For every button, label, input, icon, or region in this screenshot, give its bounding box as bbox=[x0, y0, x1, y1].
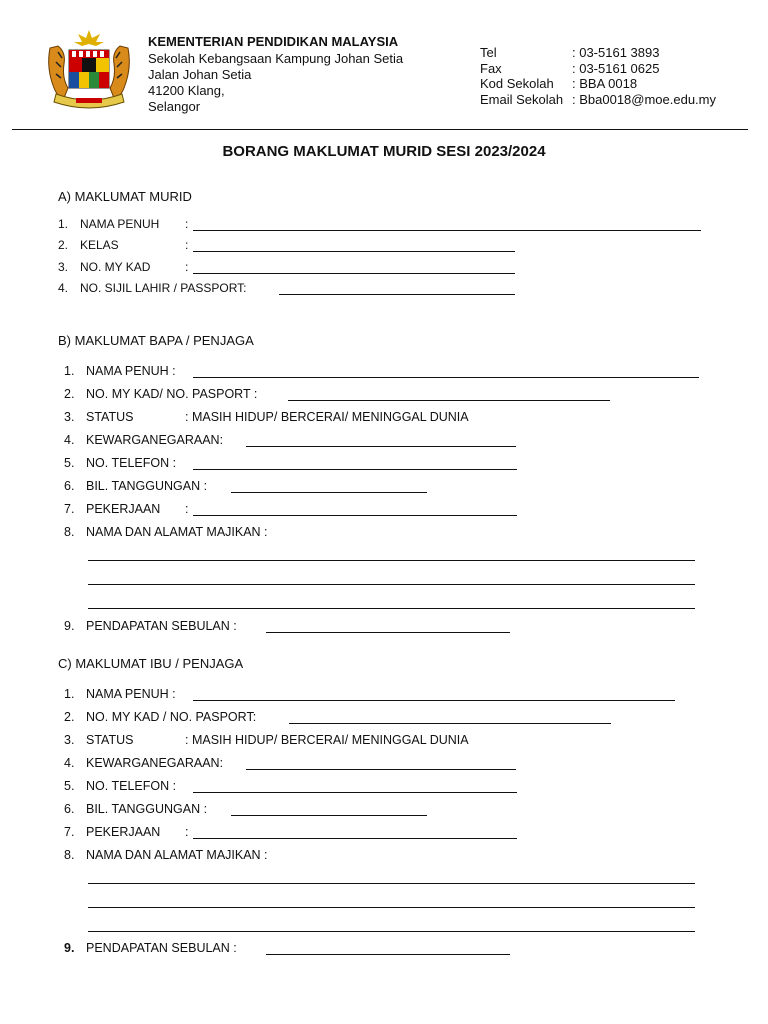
b-field-name: 1. NAMA PENUH : bbox=[64, 364, 176, 378]
b-dependents-input-line[interactable] bbox=[231, 492, 427, 493]
address-line-1: Jalan Johan Setia bbox=[148, 67, 252, 82]
fax-value: : 03-5161 0625 bbox=[572, 61, 660, 76]
b-field-employer: 8. NAMA DAN ALAMAT MAJIKAN : bbox=[64, 525, 268, 539]
c-field-citizenship: 4. KEWARGANEGARAAN: bbox=[64, 756, 224, 770]
b-mykad-input-line[interactable] bbox=[288, 400, 610, 401]
section-b-heading: B) MAKLUMAT BAPA / PENJAGA bbox=[58, 333, 254, 348]
ministry-name: KEMENTERIAN PENDIDIKAN MALAYSIA bbox=[148, 34, 399, 49]
b-phone-input-line[interactable] bbox=[193, 469, 517, 470]
b-income-input-line[interactable] bbox=[266, 632, 510, 633]
section-c-heading: C) MAKLUMAT IBU / PENJAGA bbox=[58, 656, 244, 671]
b-occupation-input-line[interactable] bbox=[193, 515, 517, 516]
b-occupation-colon: : bbox=[185, 502, 189, 516]
address-line-2: 41200 Klang, bbox=[148, 83, 225, 98]
c-field-employer: 8. NAMA DAN ALAMAT MAJIKAN : bbox=[64, 848, 268, 862]
b-field-citizenship: 4. KEWARGANEGARAAN: bbox=[64, 433, 224, 447]
c-field-occupation: 7. PEKERJAAN bbox=[64, 825, 161, 839]
c-income-input-line[interactable] bbox=[266, 954, 510, 955]
a-birthcert-input-line[interactable] bbox=[279, 294, 515, 295]
email-label: Email Sekolah bbox=[480, 92, 564, 107]
school-code-value: : BBA 0018 bbox=[572, 76, 638, 91]
c-phone-input-line[interactable] bbox=[193, 792, 517, 793]
c-employer-line-2[interactable] bbox=[88, 907, 695, 908]
b-field-dependents: 6. BIL. TANGGUNGAN : bbox=[64, 479, 208, 493]
school-code-label: Kod Sekolah bbox=[480, 76, 554, 91]
c-status-options[interactable]: : MASIH HIDUP/ BERCERAI/ MENINGGAL DUNIA bbox=[185, 733, 469, 747]
b-field-income: 9. PENDAPATAN SEBULAN : bbox=[64, 619, 237, 633]
b-employer-line-2[interactable] bbox=[88, 584, 695, 585]
a-field-name-colon: : bbox=[185, 217, 189, 231]
b-name-input-line[interactable] bbox=[193, 377, 699, 378]
b-field-mykad: 2. NO. MY KAD/ NO. PASPORT : bbox=[64, 387, 258, 401]
b-status-options[interactable]: : MASIH HIDUP/ BERCERAI/ MENINGGAL DUNIA bbox=[185, 410, 469, 424]
c-field-phone: 5. NO. TELEFON : bbox=[64, 779, 177, 793]
b-employer-line-3[interactable] bbox=[88, 608, 695, 609]
c-field-income: 9. PENDAPATAN SEBULAN : bbox=[64, 941, 237, 955]
c-field-name: 1. NAMA PENUH : bbox=[64, 687, 176, 701]
tel-value: : 03-5161 3893 bbox=[572, 45, 660, 60]
c-mykad-input-line[interactable] bbox=[289, 723, 611, 724]
a-class-input-line[interactable] bbox=[193, 251, 515, 252]
a-mykad-input-line[interactable] bbox=[193, 273, 515, 274]
malaysia-coat-of-arms-icon bbox=[44, 28, 134, 112]
c-employer-line-1[interactable] bbox=[88, 883, 695, 884]
c-field-status: 3. STATUS bbox=[64, 733, 134, 747]
c-occupation-colon: : bbox=[185, 825, 189, 839]
b-field-phone: 5. NO. TELEFON : bbox=[64, 456, 177, 470]
c-occupation-input-line[interactable] bbox=[193, 838, 517, 839]
a-field-birthcert: 4. NO. SIJIL LAHIR / PASSPORT: bbox=[58, 281, 247, 295]
b-field-status: 3. STATUS bbox=[64, 410, 134, 424]
school-name: Sekolah Kebangsaan Kampung Johan Setia bbox=[148, 51, 404, 66]
a-field-mykad-colon: : bbox=[185, 260, 189, 274]
a-name-input-line[interactable] bbox=[193, 230, 701, 231]
tel-label: Tel bbox=[480, 45, 497, 60]
c-field-mykad: 2. NO. MY KAD / NO. PASPORT: bbox=[64, 710, 257, 724]
fax-label: Fax bbox=[480, 61, 502, 76]
c-dependents-input-line[interactable] bbox=[231, 815, 427, 816]
b-field-occupation: 7. PEKERJAAN bbox=[64, 502, 161, 516]
form-title: BORANG MAKLUMAT MURID SESI 2023/2024 bbox=[222, 143, 546, 160]
section-a-heading: A) MAKLUMAT MURID bbox=[58, 189, 192, 204]
c-name-input-line[interactable] bbox=[193, 700, 675, 701]
a-field-name: 1. NAMA PENUH bbox=[58, 217, 160, 231]
header-divider bbox=[12, 129, 748, 130]
c-employer-line-3[interactable] bbox=[88, 931, 695, 932]
address-line-3: Selangor bbox=[148, 99, 201, 114]
c-field-dependents: 6. BIL. TANGGUNGAN : bbox=[64, 802, 208, 816]
a-field-class-colon: : bbox=[185, 238, 189, 252]
c-citizenship-input-line[interactable] bbox=[246, 769, 516, 770]
b-employer-line-1[interactable] bbox=[88, 560, 695, 561]
a-field-mykad: 3. NO. MY KAD bbox=[58, 260, 151, 274]
b-citizenship-input-line[interactable] bbox=[246, 446, 516, 447]
email-value: : Bba0018@moe.edu.my bbox=[572, 92, 717, 107]
a-field-class: 2. KELAS bbox=[58, 238, 119, 252]
